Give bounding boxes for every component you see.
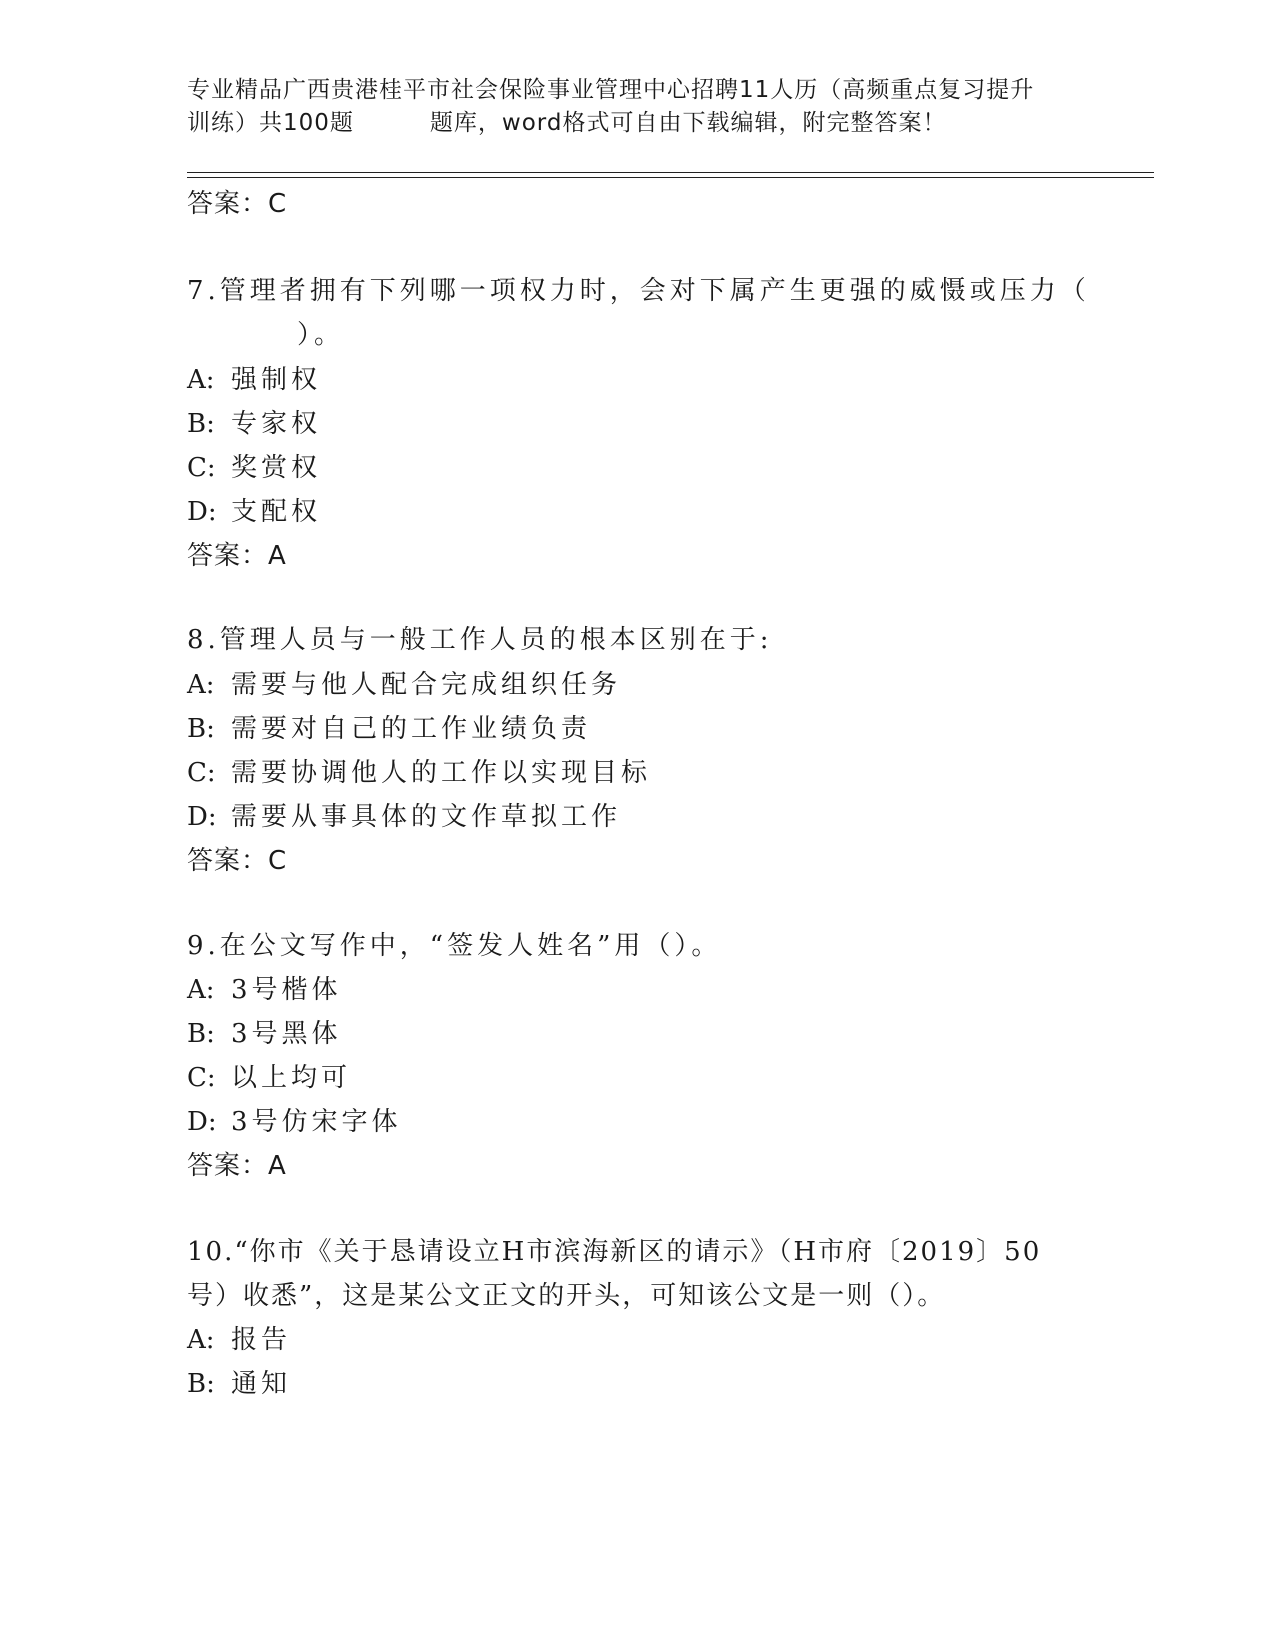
- option-text: 强制权: [231, 365, 322, 395]
- option-text: 需要协调他人的工作以实现目标: [231, 758, 652, 788]
- previous-answer: 答案：C: [187, 189, 288, 219]
- option-text: 3号黑体: [231, 1019, 342, 1049]
- option-text: 通知: [231, 1369, 292, 1399]
- option-label: D:: [187, 1107, 217, 1137]
- option-text: 3号楷体: [231, 975, 342, 1005]
- question-8-option-d: [187, 801, 621, 833]
- header-line-1: 专业精品广西贵港桂平市社会保险事业管理中心招聘11人历（高频重点复习提升: [187, 77, 1035, 103]
- option-label: C:: [187, 1063, 216, 1093]
- header-line-2: [187, 107, 1087, 140]
- question-9-option-b: [187, 1018, 342, 1050]
- question-10-option-a: [187, 1324, 291, 1356]
- question-7-text-continued: ）。: [297, 320, 345, 350]
- option-label: D:: [187, 802, 217, 832]
- header-divider-bottom: [187, 177, 1154, 178]
- question-7-option-d: [187, 496, 321, 528]
- question-10-option-b: [187, 1368, 291, 1400]
- question-10-text-continued: 号）收悉”，这是某公文正文的开头，可知该公文是一则（）。: [187, 1281, 946, 1311]
- question-7-option-b: [187, 408, 321, 440]
- option-label: A:: [187, 975, 215, 1005]
- question-10-text: 10.“你市《关于恳请设立H市滨海新区的请示》（H市府〔2019〕50: [187, 1237, 1042, 1267]
- option-text: 需要与他人配合完成组织任务: [231, 670, 622, 700]
- option-label: C:: [187, 758, 216, 788]
- question-8-answer: 答案：C: [187, 846, 288, 876]
- option-text: 专家权: [231, 409, 322, 439]
- option-label: B:: [187, 714, 215, 744]
- header-line-2-part-2: 题库，word格式可自由下载编辑，附完整答案！: [429, 110, 947, 136]
- option-label: B:: [187, 1369, 215, 1399]
- question-9-option-c: [187, 1062, 351, 1094]
- option-label: C:: [187, 453, 216, 483]
- question-9-option-a: [187, 974, 342, 1006]
- question-8-option-a: [187, 669, 621, 701]
- question-8-text: 8.管理人员与一般工作人员的根本区别在于:: [187, 625, 773, 655]
- option-label: B:: [187, 1019, 215, 1049]
- option-text: 3号仿宋字体: [231, 1107, 402, 1137]
- option-label: A:: [187, 1325, 215, 1355]
- question-7-option-c: [187, 452, 321, 484]
- question-7-answer: 答案：A: [187, 541, 287, 571]
- question-7-option-a: [187, 364, 321, 396]
- option-label: A:: [187, 365, 215, 395]
- option-text: 奖赏权: [231, 453, 322, 483]
- option-text: 支配权: [231, 497, 322, 527]
- option-text: 需要从事具体的文作草拟工作: [231, 802, 622, 832]
- header-divider-top: [187, 172, 1154, 173]
- question-9-option-d: [187, 1106, 402, 1138]
- option-label: B:: [187, 409, 215, 439]
- document-header: [187, 74, 1087, 140]
- option-label: A:: [187, 670, 215, 700]
- question-8-option-b: [187, 713, 591, 745]
- option-text: 需要对自己的工作业绩负责: [231, 714, 592, 744]
- option-label: D:: [187, 497, 217, 527]
- question-9-text: 9.在公文写作中，“签发人姓名”用（）。: [187, 931, 722, 961]
- question-7-text: 7.管理者拥有下列哪一项权力时，会对下属产生更强的威慑或压力（: [187, 276, 1090, 306]
- option-text: 报告: [231, 1325, 292, 1355]
- option-text: 以上均可: [231, 1063, 352, 1093]
- question-9-answer: 答案：A: [187, 1151, 287, 1181]
- header-line-2-part-1: 训练）共100题: [187, 110, 354, 136]
- question-8-option-c: [187, 757, 651, 789]
